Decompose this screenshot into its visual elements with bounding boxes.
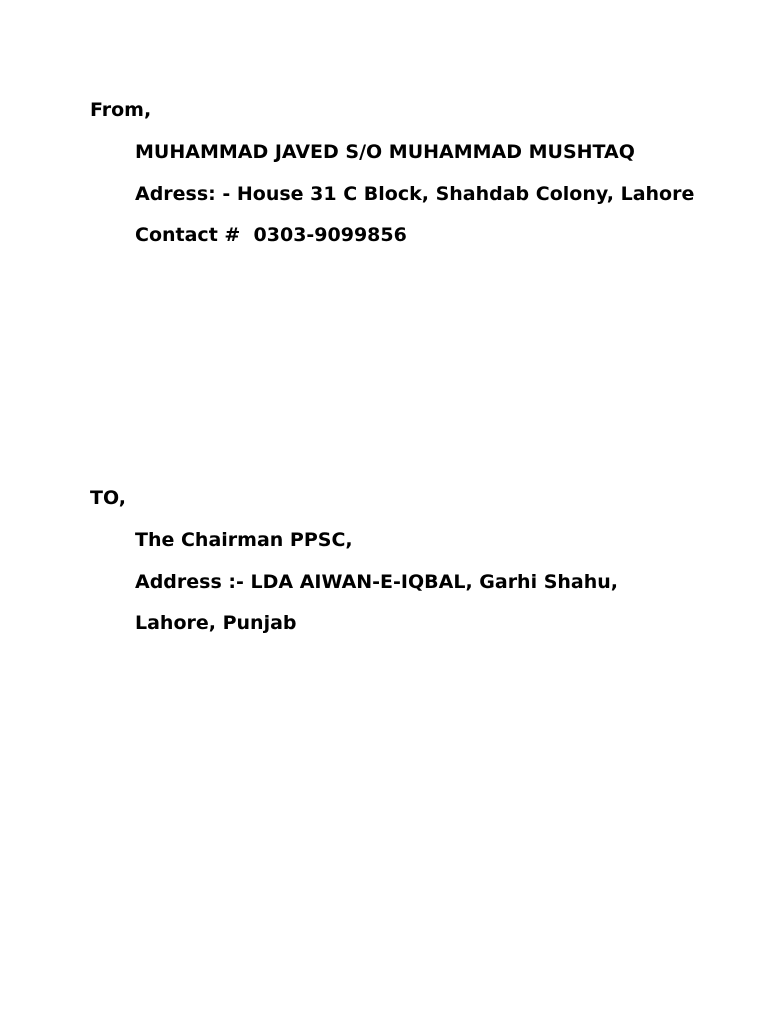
recipient-address-line-1: Address :- LDA AIWAN-E-IQBAL, Garhi Shahu,: [135, 571, 619, 593]
recipient-title: The Chairman PPSC,: [135, 529, 353, 551]
from-heading: From,: [90, 99, 152, 121]
recipient-address-line-2: Lahore, Punjab: [135, 612, 297, 634]
sender-address: Adress: - House 31 C Block, Shahdab Colony, Lahore: [135, 183, 695, 205]
to-heading: TO,: [90, 487, 126, 509]
sender-contact: Contact # 0303-9099856: [135, 224, 407, 246]
sender-name: MUHAMMAD JAVED S/O MUHAMMAD MUSHTAQ: [135, 141, 635, 163]
